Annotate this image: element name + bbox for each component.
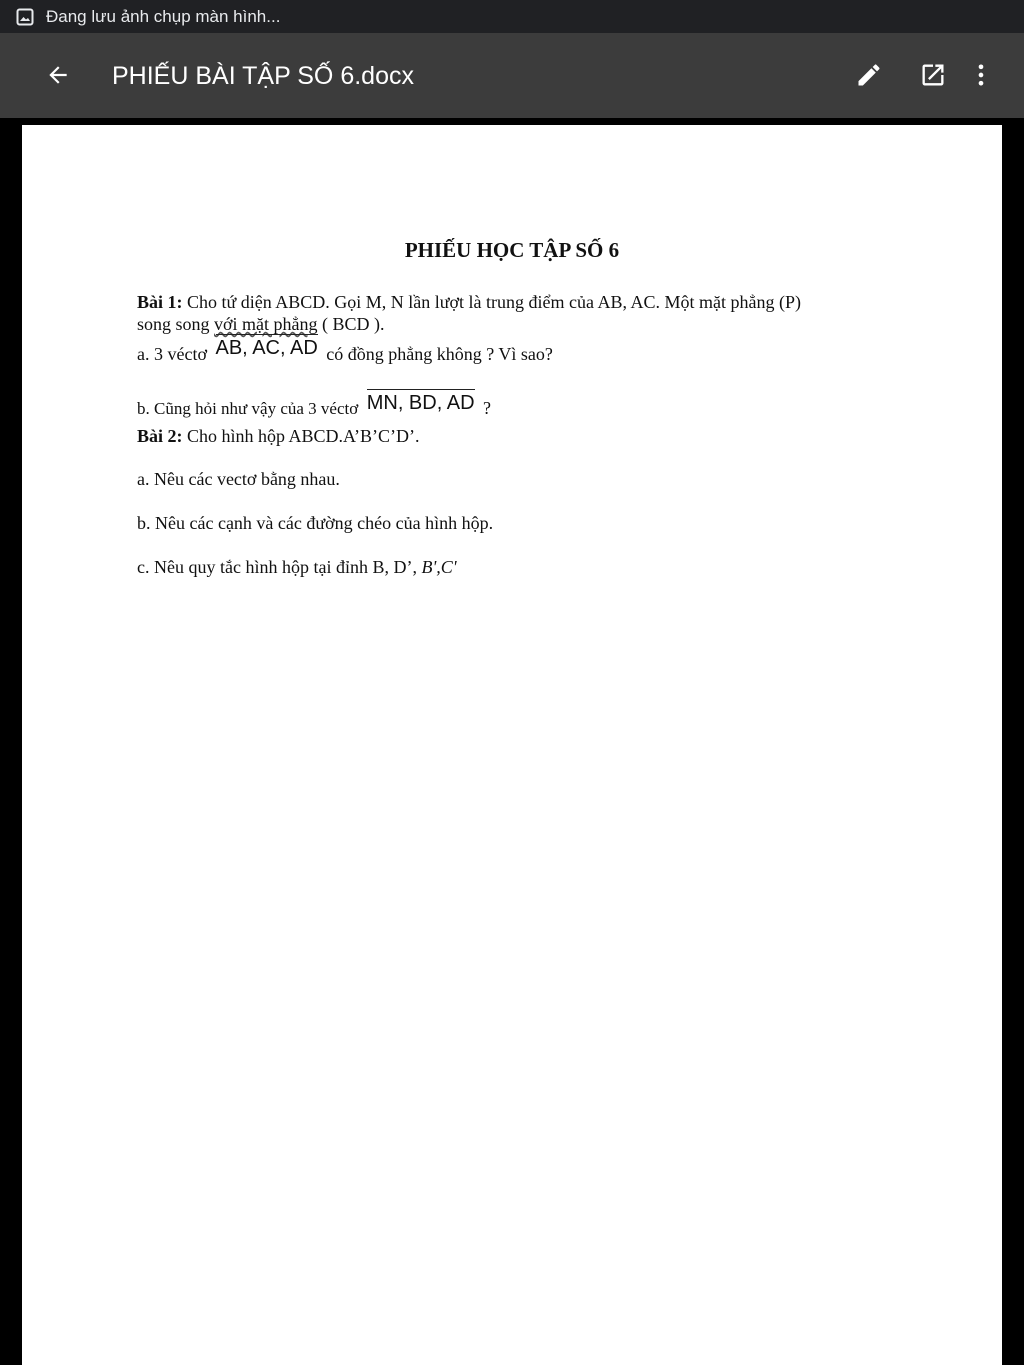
bai1-question-a	[137, 337, 553, 366]
image-icon	[16, 8, 34, 26]
open-external-icon	[919, 61, 947, 93]
open-external-button[interactable]	[913, 57, 953, 97]
app-bar	[0, 33, 1024, 118]
qc-italic: B',C'	[421, 557, 457, 577]
status-text: Đang lưu ảnh chụp màn hình...	[46, 6, 281, 26]
qa-prefix: a. 3 véctơ	[137, 344, 207, 364]
qa-vectors: AB, AC, AD	[215, 337, 318, 359]
qb-vectors: MN, BD, AD	[366, 392, 475, 414]
bai1-label: Bài 1:	[137, 292, 183, 312]
bai1-text1: Cho tứ diện ABCD. Gọi M, N lần lượt là trung điểm của AB, AC. Một mặt phẳng (P)	[182, 292, 802, 312]
bai2-question-a: a. Nêu các vectơ bằng nhau.	[137, 469, 340, 489]
qa-suffix: có đồng phẳng không ? Vì sao?	[326, 344, 553, 364]
document-title: PHIẾU BÀI TẬP SỐ 6.docx	[112, 62, 414, 90]
document-page[interactable]	[22, 125, 1002, 1365]
bai1-text2-post: ( BCD ).	[317, 314, 385, 334]
status-bar	[0, 0, 1024, 33]
bai1-text2-squiggle: với mặt phẳng	[214, 314, 318, 334]
qc-prefix: c. Nêu quy tắc hình hộp tại đỉnh B, D’,	[137, 557, 417, 577]
back-button[interactable]	[40, 59, 76, 95]
bai2-text: Cho hình hộp ABCD.A’B’C’D’.	[182, 426, 420, 446]
bai1-line1	[137, 292, 801, 313]
edit-button[interactable]	[849, 57, 889, 97]
qb-prefix: b. Cũng hỏi như vậy của 3 véctơ	[137, 399, 359, 418]
document-heading: PHIẾU HỌC TẬP SỐ 6	[404, 238, 620, 262]
bai2-question-c	[137, 557, 457, 578]
bai2-question-b: b. Nêu các cạnh và các đường chéo của hình hộp.	[137, 513, 494, 533]
arrow-back-icon	[45, 62, 71, 92]
bai1-question-b	[137, 392, 492, 420]
bai2-line1	[137, 426, 420, 447]
bai2-label: Bài 2:	[137, 426, 183, 446]
edit-pencil-icon	[855, 61, 883, 93]
qb-suffix: ?	[483, 398, 492, 418]
more-vert-icon	[967, 61, 995, 93]
bai1-text2-pre: song song	[137, 314, 215, 334]
more-options-button[interactable]	[961, 57, 1001, 97]
bai1-line2	[137, 314, 385, 335]
